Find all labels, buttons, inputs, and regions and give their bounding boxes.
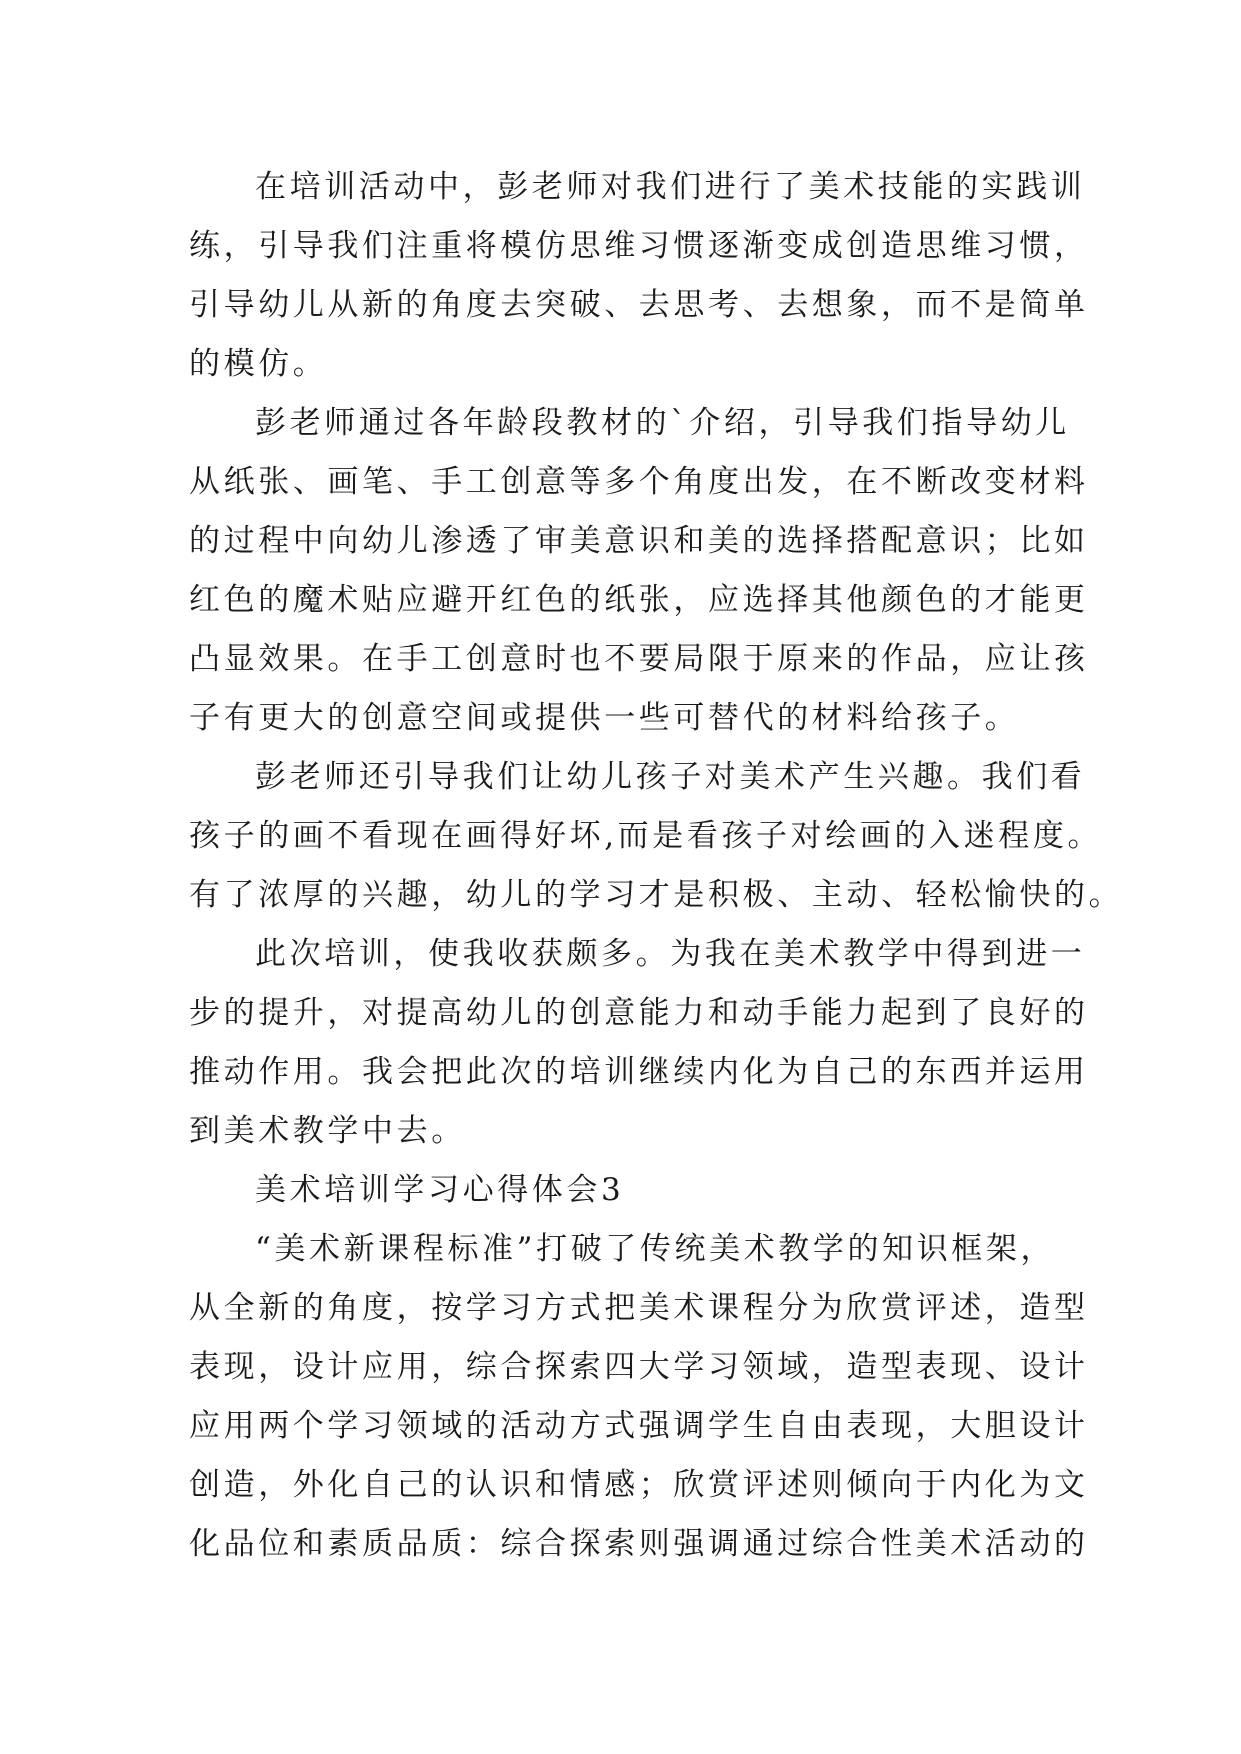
text-line: 彭老师还引导我们让幼儿孩子对美术产生兴趣。我们看 <box>255 759 1086 795</box>
text-line: 推动作用。我会把此次的培训继续内化为自己的东西并运用 <box>189 1054 1089 1090</box>
heading-text: 美术培训学习心得体会3 <box>255 1172 625 1208</box>
text-line: 从全新的角度，按学习方式把美术课程分为欣赏评述，造型 <box>189 1290 1089 1326</box>
text-line: 在培训活动中，彭老师对我们进行了美术技能的实践训 <box>255 169 1086 205</box>
text-line: 有了浓厚的兴趣，幼儿的学习才是积极、主动、轻松愉快的。 <box>189 877 1124 913</box>
text-line: 凸显效果。在手工创意时也不要局限于原来的作品，应让孩 <box>189 641 1089 677</box>
text-line: 创造，外化自己的认识和情感；欣赏评述则倾向于内化为文 <box>189 1467 1089 1503</box>
text-line: “美术新课程标准”打破了传统美术教学的知识框架， <box>255 1231 1056 1267</box>
paragraph-4 <box>189 925 1089 1161</box>
text-line: 子有更大的创意空间或提供一些可替代的材料给孩子。 <box>189 700 1020 736</box>
text-line: 练，引导我们注重将模仿思维习惯逐渐变成创造思维习惯， <box>189 228 1089 264</box>
text-line: 红色的魔术贴应避开红色的纸张，应选择其他颜色的才能更 <box>189 582 1089 618</box>
text-line: 从纸张、画笔、手工创意等多个角度出发，在不断改变材料 <box>189 464 1089 500</box>
text-line: 孩子的画不看现在画得好坏,而是看孩子对绘画的入迷程度。 <box>189 818 1103 854</box>
text-line: 化品位和素质品质：综合探索则强调通过综合性美术活动的 <box>189 1526 1089 1562</box>
paragraph-1 <box>189 158 1089 394</box>
text-line: 的过程中向幼儿渗透了审美意识和美的选择搭配意识；比如 <box>189 523 1089 559</box>
text-line: 应用两个学习领域的活动方式强调学生自由表现，大胆设计 <box>189 1408 1089 1444</box>
text-line: 引导幼儿从新的角度去突破、去思考、去想象，而不是简单 <box>189 287 1089 323</box>
text-line: 此次培训，使我收获颇多。为我在美术教学中得到进一 <box>255 936 1086 972</box>
paragraph-5 <box>189 1220 1089 1574</box>
section-heading <box>189 1161 1049 1220</box>
text-line: 彭老师通过各年龄段教材的`介绍，引导我们指导幼儿 <box>255 405 1070 441</box>
text-line: 到美术教学中去。 <box>189 1113 466 1149</box>
text-line: 表现，设计应用，综合探索四大学习领域，造型表现、设计 <box>189 1349 1089 1385</box>
paragraph-2 <box>189 394 1089 748</box>
document-body <box>189 158 1124 1574</box>
text-line: 的模仿。 <box>189 346 328 382</box>
text-line: 步的提升，对提高幼儿的创意能力和动手能力起到了良好的 <box>189 995 1089 1031</box>
paragraph-3 <box>189 748 1124 925</box>
